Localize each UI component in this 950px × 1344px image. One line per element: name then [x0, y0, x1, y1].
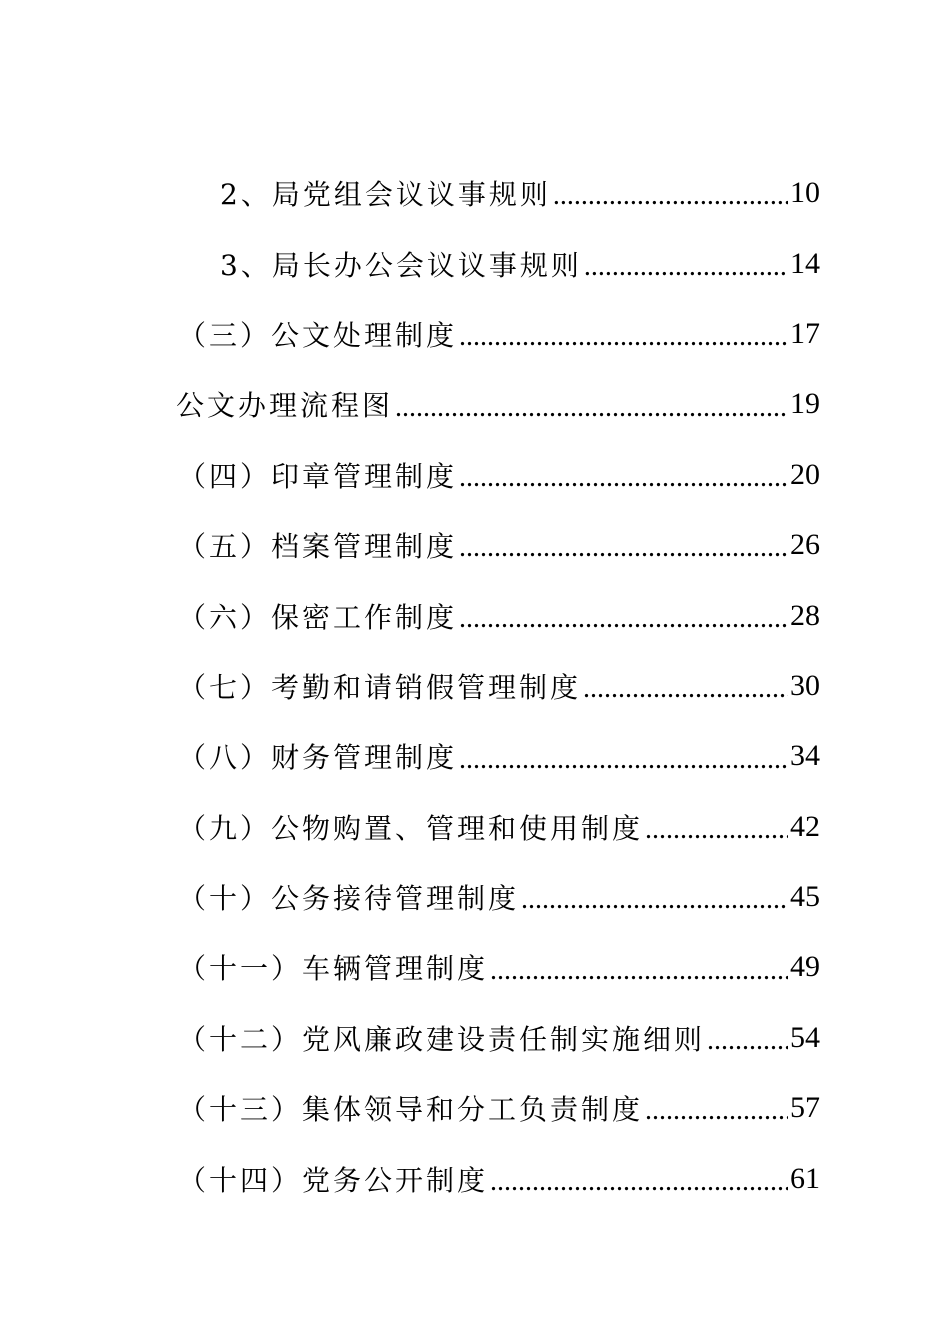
- toc-page-number: 10: [790, 176, 820, 210]
- toc-entry-title: （四）印章管理制度: [178, 459, 458, 493]
- toc-dot-leader: [645, 816, 788, 844]
- toc-entry-title: 公文办理流程图: [176, 389, 394, 423]
- toc-entry[interactable]: [0, 721, 950, 791]
- toc-page-number: 19: [790, 387, 820, 421]
- toc-dot-leader: [553, 182, 788, 210]
- toc-page-number: 30: [790, 668, 820, 702]
- toc-page-number: 42: [790, 809, 820, 843]
- toc-entry[interactable]: [0, 1143, 950, 1213]
- toc-entry-title: （十一）车辆管理制度: [178, 952, 489, 986]
- toc-entry[interactable]: [0, 580, 950, 650]
- toc-page-number: 14: [790, 246, 820, 280]
- toc-entry[interactable]: [0, 1073, 950, 1143]
- toc-page-number: 28: [790, 598, 820, 632]
- toc-dot-leader: [459, 605, 788, 633]
- toc-entry-title: （七）考勤和请销假管理制度: [178, 670, 582, 704]
- toc-entry-title: （十二）党风廉政建设责任制实施细则: [178, 1022, 706, 1056]
- toc-dot-leader: [645, 1097, 788, 1125]
- toc-entry-title: （八）财务管理制度: [178, 741, 458, 775]
- toc-entry[interactable]: [0, 369, 950, 439]
- toc-entry[interactable]: [0, 299, 950, 369]
- toc-dot-leader: [490, 957, 788, 985]
- toc-dot-leader: [395, 394, 788, 422]
- toc-entry[interactable]: [0, 932, 950, 1002]
- toc-entry[interactable]: [0, 862, 950, 932]
- toc-entry-title: （五）档案管理制度: [178, 530, 458, 564]
- toc-dot-leader: [459, 464, 788, 492]
- toc-entry-title: 3、局长办公会议议事规则: [220, 248, 582, 282]
- toc-page-number: 54: [790, 1020, 820, 1054]
- toc-dot-leader: [584, 253, 788, 281]
- toc-entry[interactable]: [0, 158, 950, 228]
- toc-dot-leader: [707, 1027, 788, 1055]
- table-of-contents: [0, 158, 950, 1214]
- toc-page-number: 61: [790, 1161, 820, 1195]
- toc-entry-title: （十三）集体领导和分工负责制度: [178, 1093, 644, 1127]
- toc-entry[interactable]: [0, 1003, 950, 1073]
- toc-entry[interactable]: [0, 228, 950, 298]
- toc-dot-leader: [583, 675, 788, 703]
- toc-entry[interactable]: [0, 510, 950, 580]
- toc-entry-title: （十）公务接待管理制度: [178, 882, 520, 916]
- toc-page-number: 34: [790, 739, 820, 773]
- toc-entry-title: （十四）党务公开制度: [178, 1163, 489, 1197]
- toc-entry-title: （六）保密工作制度: [178, 600, 458, 634]
- toc-page-number: 49: [790, 950, 820, 984]
- toc-page-number: 26: [790, 528, 820, 562]
- toc-entry[interactable]: [0, 651, 950, 721]
- toc-page-number: 17: [790, 316, 820, 350]
- toc-dot-leader: [459, 534, 788, 562]
- toc-page-number: 20: [790, 457, 820, 491]
- toc-page-number: 45: [790, 880, 820, 914]
- toc-dot-leader: [459, 746, 788, 774]
- toc-dot-leader: [521, 886, 788, 914]
- toc-dot-leader: [459, 323, 788, 351]
- toc-page-number: 57: [790, 1091, 820, 1125]
- toc-entry[interactable]: [0, 792, 950, 862]
- toc-entry[interactable]: [0, 440, 950, 510]
- toc-dot-leader: [490, 1168, 788, 1196]
- toc-entry-title: （三）公文处理制度: [178, 318, 458, 352]
- toc-entry-title: （九）公物购置、管理和使用制度: [178, 811, 644, 845]
- toc-entry-title: 2、局党组会议议事规则: [220, 178, 551, 212]
